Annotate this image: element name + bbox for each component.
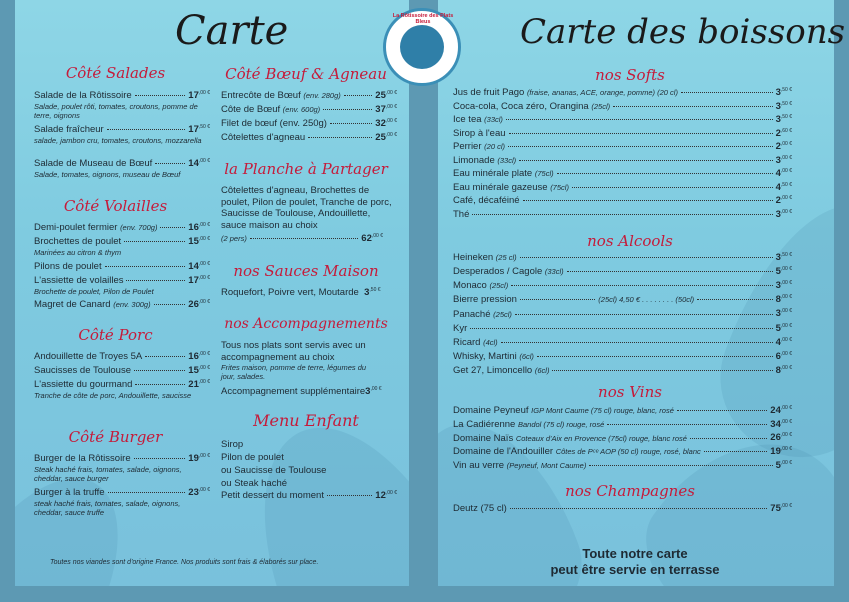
footer-note: Toutes nos viandes sont d'origine France. Nos produits sont frais & élaborés sur place. [50,559,319,566]
drink-item [453,252,792,263]
menu-item: Salade de Museau de Bœuf $14^{,00 €}$ [34,158,210,170]
drink-price: $4^{,00 €}$ [775,168,792,180]
drink-name: Ricard [453,336,481,348]
champagnes-heading: nos Champagnes [565,482,695,500]
drink-note: IGP Mont Caume (75 cl) rouge, blanc, rosé [531,406,674,416]
drink-name: Panaché [453,308,491,320]
drink-item [453,419,792,430]
drink-name: Sirop à l'eau [453,127,506,139]
drink-item [453,141,792,152]
item-description: Steak haché frais, tomates, salade, oignons, cheddar, sauce burger [34,465,182,483]
drink-price: $3^{,00 €}$ [775,280,792,292]
leader-dots [520,299,595,300]
drink-price: $26^{,00 €}$ [770,432,792,444]
drink-note: (33cl) [544,267,564,277]
menu-item: Brochettes de poulet $15^{,00 €}$ [34,236,210,248]
drink-price: $3^{,50 €}$ [775,114,792,126]
drink-name: Jus de fruit Pago [453,87,525,99]
drink-name: Vin au verre [453,459,505,471]
drink-name: Coca-cola, Coca zéro, Orangina [453,100,589,112]
accompagnements-text: Tous nos plats sont servis avec un accompagnement au choix [221,340,366,363]
drink-item [453,446,792,457]
drink-price: $5^{,00 €}$ [775,459,792,471]
item-description: Brochette de poulet, Pilon de Poulet [34,287,154,296]
leader-dots [567,271,773,272]
drink-price: $5^{,00 €}$ [775,322,792,334]
drink-price: $24^{,00 €}$ [770,405,792,417]
drink-item [453,209,792,220]
drink-item [453,351,792,362]
drink-price: $34^{,00 €}$ [770,418,792,430]
drink-item [453,432,792,443]
drink-price: $2^{,00 €}$ [775,141,792,153]
menu-enfant-line: ou Steak haché [221,478,288,489]
drink-name: Domaine Naïs [453,432,514,444]
item-description: Salade, poulet rôti, tomates, croutons, pomme de terre, oignons [34,102,198,120]
item-description: steak haché frais, tomates, salade, oignons, cheddar, sauce truffe [34,499,181,517]
drink-name: Monaco [453,280,487,292]
drink-item [453,337,792,348]
leader-dots [537,356,773,357]
leader-dots [572,187,773,188]
drink-name: Ice tea [453,114,482,126]
menu-item: Andouillette de Troyes 5A $16^{,00 €}$ [34,351,210,363]
alcools-heading: nos Alcools [587,232,673,250]
leader-dots [589,465,772,466]
menu-enfant-line: Sirop [221,439,244,450]
drinks-menu-title: Carte des boissons [520,12,846,52]
drink-item [453,460,792,471]
drink-item [453,266,792,277]
volailles-heading: Côté Volailles [63,197,168,215]
drink-price: $3^{,50 €}$ [775,87,792,99]
leader-dots [704,451,768,452]
softs-heading: nos Softs [595,66,665,84]
menu-item: Côte de Bœuf (env. 600g) $37^{,00 €}$ [221,104,397,116]
leader-dots [690,438,767,439]
drink-price: $6^{,00 €}$ [775,350,792,362]
drink-note: (Peyneuf, Mont Caume) [506,460,587,470]
drink-item [453,308,792,319]
planche-heading: la Planche à Partager [224,160,388,178]
drink-note: (6cl) [534,365,550,375]
drink-note: (20 cl) [484,142,505,152]
leader-dots [519,160,772,161]
drink-price: $5^{,00 €}$ [775,266,792,278]
drink-item [453,87,792,98]
drink-price: $2^{,00 €}$ [775,195,792,207]
menu-item: Roquefort, Poivre vert, Moutarde $3^{,50 €}$ [221,287,381,299]
drink-item [453,168,792,179]
leader-dots [506,119,773,120]
drink-price: $4^{,50 €}$ [775,181,792,193]
drink-price: $3^{,00 €}$ [775,208,792,220]
item-description: salade, jambon cru, tomates, croutons, mozzarella [34,136,202,145]
item-description: Marinées au citron & thym [34,248,122,257]
menu-item: Accompagnement supplémentaire $3^{,00 €}$ [221,386,382,398]
drink-price: $3^{,00 €}$ [775,308,792,320]
drink-name: Get 27, Limoncello [453,364,533,376]
menu-item: Magret de Canard (env. 300g) $26^{,00 €}$ [34,299,210,311]
drink-name: Bierre pression [453,294,517,306]
drink-price: $3^{,50 €}$ [775,100,792,112]
porc-heading: Côté Porc [78,326,153,344]
drink-name: Eau minérale gazeuse [453,181,548,193]
drink-note: (33cl) [484,115,503,125]
leader-dots [501,342,773,343]
drink-item [453,503,792,514]
menu-item: Côtelettes d'agneau $25^{,00 €}$ [221,132,397,144]
menu-item: Filet de bœuf (env. 250g) $32^{,00 €}$ [221,118,397,130]
drink-name: La Cadiérenne [453,418,516,430]
menu-item: Demi-poulet fermier (env. 700g) $16^{,00 €}$ [34,222,210,234]
drink-name: Thé [453,208,470,220]
drink-name: Eau minérale plate [453,168,533,180]
drink-price: $3^{,50 €}$ [775,252,792,264]
accompagnements-heading: nos Accompagnements [224,316,388,332]
leader-dots [509,133,773,134]
drink-item [453,128,792,139]
salades-heading: Côté Salades [65,64,166,82]
drink-note: Bandol (75 cl) rouge, rosé [517,419,605,429]
drink-item [453,182,792,193]
drink-price: $2^{,60 €}$ [775,127,792,139]
menu-item: Entrecôte de Bœuf (env. 280g) $25^{,00 €}$ [221,90,397,102]
food-menu-title: Carte [175,8,289,54]
menu-item: Saucisses de Toulouse $15^{,00 €}$ [34,365,210,377]
menu-enfant-line: Pilon de poulet [221,452,284,463]
drink-note: (fraise, ananas, ACE, orange, pomme) (20 cl) [526,88,678,98]
menu-item: L'assiette de volailles $17^{,00 €}$ [34,275,210,287]
leader-dots [508,146,773,147]
drink-name: Domaine de l'Andouiller [453,446,554,458]
burger-heading: Côté Burger [68,428,163,446]
leader-dots [520,257,773,258]
drink-item [453,114,792,125]
leader-dots [511,285,772,286]
leader-dots [510,508,767,509]
terrasse-line: peut être servie en terrasse [550,562,720,577]
drink-item [453,405,792,416]
vins-heading: nos Vins [598,383,662,401]
item-description: Tranche de côte de porc, Andouillette, saucisse [34,391,192,400]
restaurant-logo [383,8,461,86]
drink-note: (6cl) [519,351,534,361]
leader-dots [523,200,773,201]
drink-note: (4cl) [483,337,498,347]
drink-price: $4^{,00 €}$ [775,336,792,348]
drink-price: $75^{,00 €}$ [770,503,792,515]
menu-item: Salade fraîcheur $17^{,50 €}$ [34,124,210,136]
planche-description: Côtelettes d'agneau, Brochettes de poulet, Pilon de poulet, Tranche de porc, Saucisse de Toulouse, Andouillette, sauce maison au choix [221,185,392,231]
item-description: Salade, tomates, oignons, museau de Bœuf [34,170,181,179]
drink-name: Desperados / Cagole [453,266,543,278]
drink-price: $8^{,00 €}$ [775,364,792,376]
drink-note: (25cl) [493,309,512,319]
leader-dots [681,92,773,93]
drink-item [453,101,792,112]
boeuf-heading: Côté Bœuf & Agneau [225,65,387,83]
leader-dots [470,328,772,329]
menu-enfant-line: ou Saucisse de Toulouse [221,465,327,476]
drink-note: (25cl) [489,281,509,291]
drink-name: Heineken [453,252,494,264]
sauces-heading: nos Sauces Maison [233,262,379,280]
drink-name: Whisky, Martini [453,350,517,362]
menu-item: Pilons de poulet $14^{,00 €}$ [34,261,210,273]
terrasse-note [500,546,770,578]
logo-emblem [400,25,444,69]
drink-name: Deutz (75 cl) [453,503,507,515]
leader-dots [557,173,773,174]
drink-price: $3^{,00 €}$ [775,154,792,166]
drink-note: (75cl) [550,182,569,192]
drink-name: Limonade [453,154,495,166]
leader-dots [472,214,772,215]
drink-item [453,323,792,334]
drink-note: Coteaux d'Aix en Provence (75cl) rouge, blanc rosé [515,433,687,443]
menu-enfant-heading: Menu Enfant [253,411,359,430]
logo-text: La Rôtissoire des Plats Bleus [392,13,454,25]
leader-dots [613,106,772,107]
menu-item: Burger de la Rôtissoire $19^{,00 €}$ [34,453,210,465]
drink-name: Domaine Peyneuf [453,405,529,417]
menu-item: L'assiette du gourmand $21^{,00 €}$ [34,379,210,391]
drink-note: Côtes de Pᶜᵉ AOP (50 cl) rouge, rosé, blanc [555,447,701,457]
drink-note: (75cl) [534,169,554,179]
drink-note: (25cl) [591,101,611,111]
menu-item: (2 pers) $62^{,00 €}$ [221,233,383,245]
drink-item [453,294,792,305]
drink-item [453,155,792,166]
menu-item: Salade de la Rôtissoire $17^{,00 €}$ [34,90,210,102]
drink-name: Café, décaféiné [453,195,520,207]
leader-dots [677,410,767,411]
leader-dots [552,370,772,371]
menu-item: Petit dessert du moment $12^{,00 €}$ [221,490,397,502]
drink-note: (25cl) 4,50 € . . . . . . . . (50cl) [598,295,695,305]
drink-note: (25 cl) [495,253,517,263]
drink-price: $19^{,00 €}$ [770,446,792,458]
drink-name: Kyr [453,322,468,334]
drink-item [453,195,792,206]
drink-item [453,365,792,376]
menu-item: Burger à la truffe $23^{,00 €}$ [34,487,210,499]
drink-name: Perrier [453,141,482,153]
terrasse-line: Toute notre carte [582,546,688,561]
leader-dots [607,424,767,425]
leader-dots [515,314,773,315]
accompagnements-description: Frites maison, pomme de terre, légumes du jour, salades. [221,363,367,381]
drink-item [453,280,792,291]
drink-note: (33cl) [497,155,517,165]
drink-price: $8^{,00 €}$ [775,294,792,306]
